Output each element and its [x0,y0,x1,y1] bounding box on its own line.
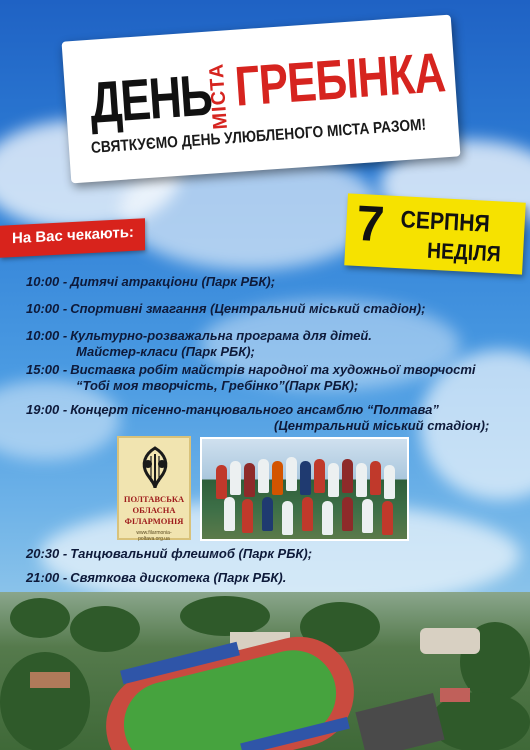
photo-figure [216,465,227,499]
photo-figure [356,463,367,497]
photo-figure [342,459,353,493]
logo-line: ФІЛАРМОНІЯ [124,516,184,526]
schedule-time: 10:00 - [26,301,68,316]
schedule-continuation: “Тобі моя творчість, Гребінко”(Парк РБК); [76,378,359,393]
building [355,693,444,750]
photo-figure [244,463,255,497]
schedule-text: Концерт пісенно-танцювального ансамблю “Полтава” [70,402,439,417]
agenda-label-text: На Вас чекають: [12,223,134,248]
title-subtitle: СВЯТКУЄМО ДЕНЬ УЛЮБЛЕНОГО МІСТА РАЗОМ! [90,116,427,157]
schedule-text: Культурно-розважальна програма для дітей. [70,328,372,343]
building [420,628,480,654]
date-number: 7 [355,194,386,253]
schedule-continuation: Майстер-класи (Парк РБК); [76,344,255,359]
philharmonic-logo [117,436,191,540]
photo-figure [314,459,325,493]
date-month: СЕРПНЯ [399,206,491,238]
photo-figure [382,501,393,535]
photo-figure [242,499,253,533]
schedule-text: Дитячі атракціони (Парк РБК); [70,274,276,289]
schedule-item [26,362,476,378]
ensemble-photo [200,437,409,541]
schedule-item [26,328,372,344]
aerial-town-photo [0,592,530,750]
agenda-label [0,218,145,258]
building [30,672,70,688]
building [440,688,470,702]
schedule-text: Святкова дискотека (Парк РБК). [70,570,287,585]
tree [10,598,70,638]
schedule-text: Виставка робіт майстрів народної та художньої творчості [70,362,476,377]
schedule-time: 20:30 - [26,546,68,561]
photo-figure [362,499,373,533]
photo-figure [342,497,353,531]
photo-figure [300,461,311,495]
photo-figure [282,501,293,535]
schedule-item [26,402,439,418]
photo-figure [286,457,297,491]
photo-figure [384,465,395,499]
schedule-time: 21:00 - [26,570,68,585]
tree [70,606,140,652]
photo-figure [370,461,381,495]
logo-text [121,494,187,527]
logo-url: www.filarmonia-poltava.org.ua [136,530,172,542]
photo-figure [328,463,339,497]
logo-line: ПОЛТАВСЬКА [123,494,185,504]
schedule-text: Спортивні змагання (Центральний міський стадіон); [70,301,426,316]
photo-figure [230,461,241,495]
photo-figure [322,501,333,535]
schedule-time: 10:00 - [26,328,68,343]
photo-figure [262,497,273,531]
photo-figure [258,459,269,493]
title-city: ГРЕБІНКА [232,40,447,118]
schedule-time: 15:00 - [26,362,68,377]
title-day: ДЕНЬ [87,62,214,136]
photo-figure [224,497,235,531]
schedule-item [26,546,312,562]
photo-figure [302,497,313,531]
date-badge [344,193,526,274]
logo-line: ОБЛАСНА [132,505,176,515]
schedule-item [26,570,286,586]
schedule-text: Танцювальний флешмоб (Парк РБК); [70,546,313,561]
schedule-item [26,274,275,290]
photo-figure [272,461,283,495]
schedule-item [26,301,425,317]
title-card [62,15,461,184]
schedule-time: 19:00 - [26,402,68,417]
lyre-icon [135,444,175,492]
tree [0,652,90,750]
title-misto: МІСТА [205,62,232,131]
date-weekday: НЕДІЛЯ [426,237,502,267]
schedule-continuation: (Центральний міський стадіон); [274,418,490,433]
tree [180,596,270,636]
schedule-time: 10:00 - [26,274,68,289]
